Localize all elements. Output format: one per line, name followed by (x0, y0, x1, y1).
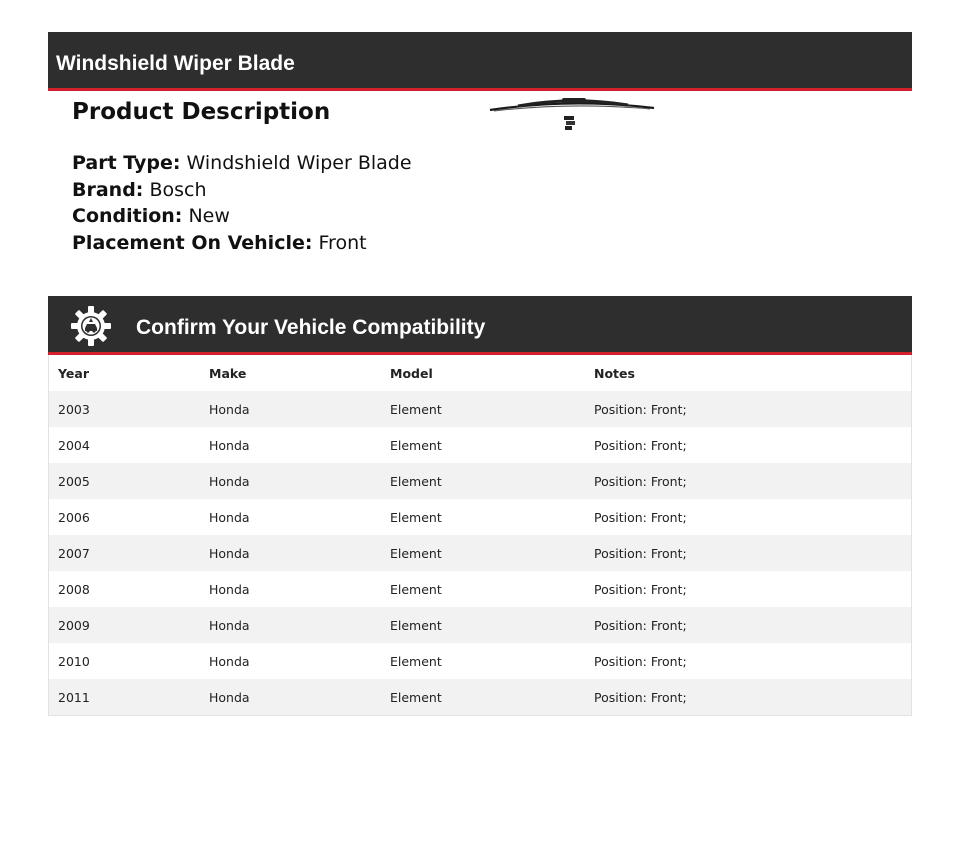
cell-make: Honda (200, 643, 381, 679)
cell-model: Element (381, 463, 585, 499)
column-header-model: Model (381, 355, 585, 391)
product-title-bar (48, 32, 912, 91)
spec-value: Bosch (149, 178, 207, 201)
cell-model: Element (381, 499, 585, 535)
gear-car-icon (70, 305, 112, 347)
cell-model: Element (381, 535, 585, 571)
cell-model: Element (381, 391, 585, 427)
table-row (49, 391, 911, 427)
spec-part-type (72, 150, 412, 177)
spec-label: Condition: (72, 205, 183, 227)
cell-make: Honda (200, 391, 381, 427)
cell-make: Honda (200, 463, 381, 499)
cell-make: Honda (200, 499, 381, 535)
table-row (49, 571, 911, 607)
spec-value: New (188, 205, 230, 227)
cell-model: Element (381, 679, 585, 715)
cell-year: 2009 (49, 607, 200, 643)
spec-value: Windshield Wiper Blade (186, 152, 412, 174)
cell-make: Honda (200, 427, 381, 463)
cell-notes: Position: Front; (585, 607, 911, 643)
cell-make: Honda (200, 571, 381, 607)
cell-notes: Position: Front; (585, 499, 911, 535)
spec-value: Front (318, 231, 367, 254)
table-row (49, 607, 911, 643)
cell-model: Element (381, 607, 585, 643)
table-row (49, 463, 911, 499)
compatibility-title: Confirm Your Vehicle Compatibility (136, 316, 486, 339)
product-title: Windshield Wiper Blade (56, 52, 295, 75)
compatibility-table (49, 355, 911, 715)
cell-notes: Position: Front; (585, 571, 911, 607)
table-row (49, 679, 911, 715)
column-header-year: Year (49, 355, 200, 391)
cell-make: Honda (200, 535, 381, 571)
spec-label: Brand: (72, 178, 144, 201)
product-specs (72, 150, 412, 256)
table-row (49, 535, 911, 571)
cell-year: 2003 (49, 391, 200, 427)
compatibility-bar (48, 296, 912, 355)
column-header-notes: Notes (585, 355, 911, 391)
compatibility-table-wrapper (48, 355, 912, 716)
cell-make: Honda (200, 679, 381, 715)
table-row (49, 427, 911, 463)
cell-notes: Position: Front; (585, 463, 911, 499)
spec-label: Placement On Vehicle: (72, 231, 313, 254)
cell-model: Element (381, 643, 585, 679)
cell-notes: Position: Front; (585, 427, 911, 463)
cell-notes: Position: Front; (585, 391, 911, 427)
cell-model: Element (381, 571, 585, 607)
cell-year: 2007 (49, 535, 200, 571)
cell-notes: Position: Front; (585, 679, 911, 715)
spec-brand (72, 177, 412, 204)
cell-year: 2005 (49, 463, 200, 499)
table-header-row (49, 355, 911, 391)
cell-year: 2011 (49, 679, 200, 715)
product-description-heading: Product Description (72, 99, 331, 125)
cell-year: 2010 (49, 643, 200, 679)
cell-year: 2006 (49, 499, 200, 535)
column-header-make: Make (200, 355, 381, 391)
cell-notes: Position: Front; (585, 535, 911, 571)
wiper-blade-image (488, 96, 656, 136)
table-row (49, 499, 911, 535)
cell-make: Honda (200, 607, 381, 643)
spec-condition (72, 203, 412, 230)
cell-year: 2004 (49, 427, 200, 463)
cell-model: Element (381, 427, 585, 463)
spec-placement (72, 230, 412, 257)
spec-label: Part Type: (72, 152, 181, 174)
table-row (49, 643, 911, 679)
cell-year: 2008 (49, 571, 200, 607)
cell-notes: Position: Front; (585, 643, 911, 679)
